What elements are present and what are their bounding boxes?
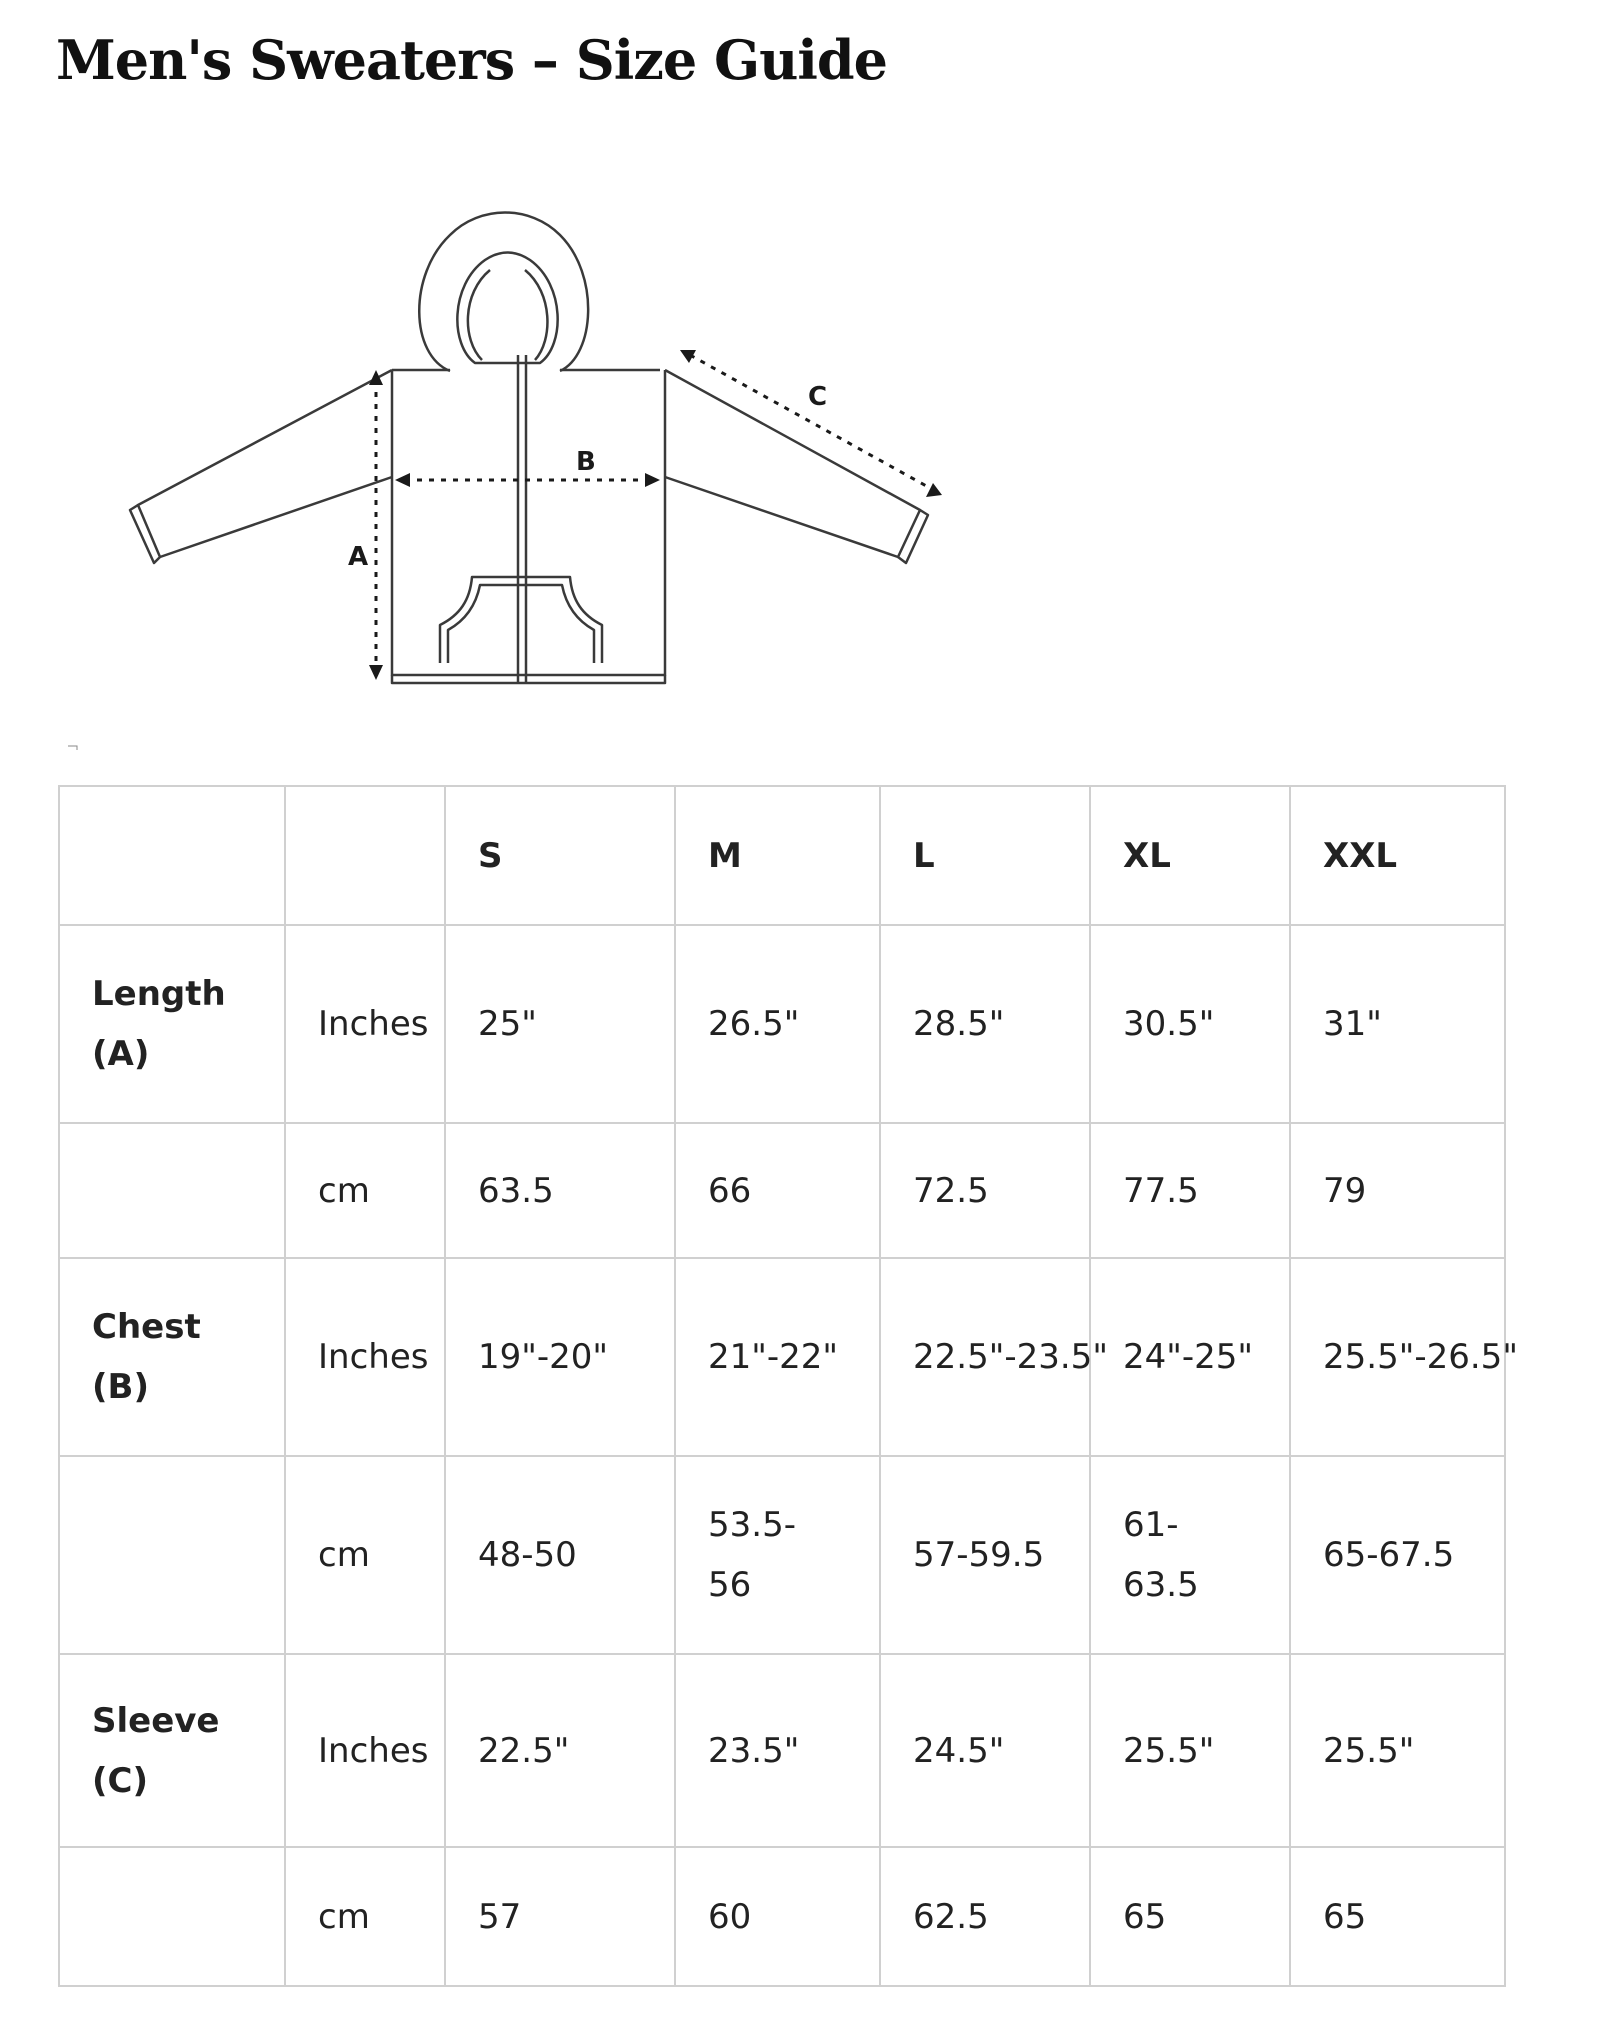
size-value-cell (880, 1258, 1108, 1456)
size-value-cell (880, 1847, 1090, 1986)
size-value: 65 (1123, 1896, 1167, 1937)
size-value-cell (675, 1258, 880, 1456)
column-header (59, 786, 285, 925)
size-value: 77.5 (1123, 1170, 1199, 1211)
size-value: 31" (1323, 1004, 1382, 1044)
size-value-cell (445, 1847, 675, 1986)
size-value-cell (880, 925, 1090, 1123)
size-value: 61- (1123, 1505, 1179, 1545)
size-value: 65-67.5 (1323, 1535, 1455, 1575)
size-value: 60 (708, 1896, 752, 1937)
size-value-cell (445, 1654, 675, 1847)
size-value: 22.5" (478, 1730, 570, 1771)
measurement-label (59, 1847, 285, 1986)
size-value: 23.5" (708, 1730, 800, 1771)
size-value-cell (880, 1123, 1090, 1258)
size-value-cell (675, 1456, 880, 1654)
size-value: 66 (708, 1170, 752, 1211)
size-value: 22.5"-23.5" (913, 1337, 1108, 1377)
column-header: M (675, 786, 880, 925)
size-value-cell (1290, 1123, 1505, 1258)
small-mark-icon (68, 745, 78, 751)
measurement-label-text: (B) (92, 1367, 149, 1407)
unit-cell: cm (285, 1847, 445, 1986)
size-value-cell (675, 1847, 880, 1986)
label-c: C (808, 382, 828, 412)
table-row (59, 925, 1505, 1123)
measurement-label-text: (C) (92, 1760, 149, 1801)
measurement-label (59, 925, 285, 1123)
size-value: 79 (1323, 1170, 1367, 1211)
label-a: A (348, 542, 369, 572)
column-header (285, 786, 445, 925)
size-value: 56 (708, 1565, 752, 1605)
size-value: 21"-22" (708, 1337, 839, 1377)
table-header-row (59, 786, 1505, 925)
size-value: 63.5 (478, 1170, 554, 1211)
column-header: L (880, 786, 1090, 925)
measurement-label (59, 1654, 285, 1847)
size-value-cell (445, 925, 675, 1123)
size-value-cell (675, 1654, 880, 1847)
column-header: XXL (1290, 786, 1505, 925)
measurement-label (59, 1123, 285, 1258)
size-value-cell (445, 1258, 675, 1456)
size-value: 63.5 (1123, 1565, 1199, 1605)
size-table (58, 785, 1518, 1987)
size-value-cell (675, 925, 880, 1123)
size-value: 65 (1323, 1896, 1367, 1937)
unit-cell: Inches (285, 1654, 445, 1847)
size-value: 24.5" (913, 1730, 1005, 1771)
size-value-cell (1290, 1456, 1505, 1654)
size-value-cell (880, 1456, 1090, 1654)
hoodie-diagram (120, 205, 960, 705)
measurement-label-text: Sleeve (92, 1700, 220, 1741)
size-value-cell (1290, 1258, 1518, 1456)
table-row (59, 1456, 1505, 1654)
label-b: B (576, 447, 596, 477)
size-value-cell (1290, 1654, 1505, 1847)
measurement-label-text: Chest (92, 1307, 201, 1347)
size-value: 48-50 (478, 1535, 577, 1575)
size-value-cell (1090, 1847, 1290, 1986)
table-row (59, 1258, 1505, 1456)
size-value-cell (880, 1654, 1090, 1847)
size-value-cell (1090, 1456, 1290, 1654)
size-value-cell (445, 1123, 675, 1258)
size-value-cell (445, 1456, 675, 1654)
size-value-cell (1090, 1123, 1290, 1258)
size-value: 30.5" (1123, 1004, 1215, 1044)
size-value: 25.5"-26.5" (1323, 1337, 1518, 1377)
table-row (59, 1123, 1505, 1258)
size-value: 72.5 (913, 1170, 989, 1211)
unit-cell: cm (285, 1456, 445, 1654)
size-value: 26.5" (708, 1004, 800, 1044)
size-value-cell (1090, 1654, 1290, 1847)
size-value: 25.5" (1323, 1730, 1415, 1771)
size-value-cell (1290, 925, 1505, 1123)
measurement-label-text: Length (92, 974, 226, 1014)
size-value-cell (1090, 1258, 1290, 1456)
column-header: XL (1090, 786, 1290, 925)
size-value: 57 (478, 1896, 522, 1937)
size-value-cell (675, 1123, 880, 1258)
unit-cell: cm (285, 1123, 445, 1258)
page-title: Men's Sweaters – Size Guide (56, 28, 888, 92)
measurement-label-text: (A) (92, 1034, 150, 1074)
unit-cell: Inches (285, 1258, 445, 1456)
size-value: 25.5" (1123, 1730, 1215, 1771)
size-value: 57-59.5 (913, 1535, 1045, 1575)
table-row (59, 1654, 1505, 1847)
size-value: 53.5- (708, 1505, 796, 1545)
unit-cell: Inches (285, 925, 445, 1123)
measurement-label (59, 1456, 285, 1654)
size-value: 25" (478, 1004, 537, 1044)
measurement-label (59, 1258, 285, 1456)
size-value: 19"-20" (478, 1337, 609, 1377)
size-value: 28.5" (913, 1004, 1005, 1044)
table-row (59, 1847, 1505, 1986)
size-value: 62.5 (913, 1896, 989, 1937)
size-value-cell (1290, 1847, 1505, 1986)
column-header: S (445, 786, 675, 925)
size-value: 24"-25" (1123, 1337, 1254, 1377)
size-value-cell (1090, 925, 1290, 1123)
